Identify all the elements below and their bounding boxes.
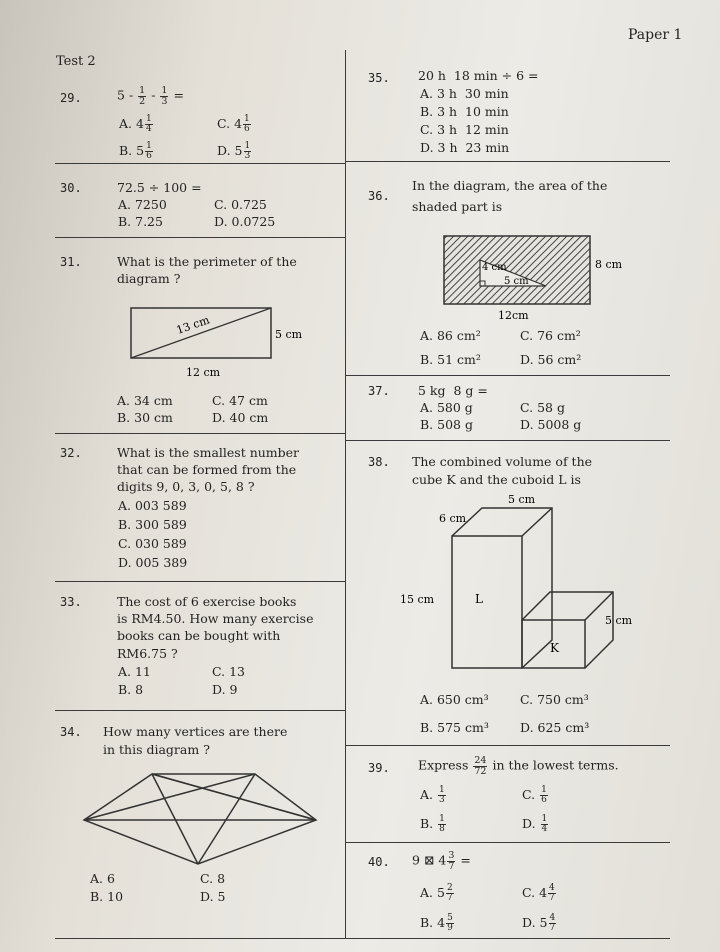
divider-32-33 — [55, 581, 345, 582]
q33-option-a[interactable]: A. 11 — [118, 664, 151, 679]
divider-37-38 — [345, 440, 670, 441]
q31-option-b[interactable]: B. 30 cm — [117, 410, 173, 425]
q35-option-c[interactable]: C. 3 h 12 min — [420, 122, 509, 137]
q29-number: 29. — [60, 91, 82, 105]
q40-option-b[interactable]: B. 4 $\frac{5}{9}$ — [420, 913, 453, 933]
divider-33-34 — [55, 710, 345, 711]
q34-option-d[interactable]: D. 5 — [200, 889, 226, 904]
q33-line-3: books can be bought with — [117, 628, 281, 643]
q34-pentagon-star-diagram — [80, 770, 330, 868]
q37-option-c[interactable]: C. 58 g — [520, 400, 565, 415]
q31-label-12cm: 12 cm — [186, 366, 221, 379]
q31-rectangle-diagram — [120, 300, 320, 384]
bottom-rule — [55, 938, 670, 939]
q32-line-3: digits 9, 0, 3, 0, 5, 8 ? — [117, 479, 255, 494]
q38-label-6cm: 6 cm — [439, 512, 467, 525]
q35-number: 35. — [368, 71, 390, 85]
divider-39-40 — [345, 842, 670, 843]
q39-option-c[interactable]: C. $\frac{1}{6}$ — [522, 785, 547, 805]
q29-option-a[interactable]: A. 4 $\frac{1}{4}$ — [119, 114, 152, 134]
q36-label-5cm: 5 cm — [504, 276, 529, 287]
q38-label-15cm: 15 cm — [400, 593, 435, 606]
q38-line-1: The combined volume of the — [412, 454, 593, 469]
q32-option-a[interactable]: A. 003 589 — [118, 498, 187, 513]
q32-option-c[interactable]: C. 030 589 — [118, 536, 187, 551]
q33-number: 33. — [60, 595, 82, 609]
q29-option-c[interactable]: C. 4 $\frac{1}{6}$ — [217, 114, 250, 134]
q38-label-5cm-top: 5 cm — [508, 493, 536, 506]
q39-question: Express $\frac{24}{72}$ in the lowest terms. — [418, 755, 619, 777]
q37-option-a[interactable]: A. 580 g — [420, 400, 473, 415]
q30-option-d[interactable]: D. 0.0725 — [214, 214, 276, 229]
q33-option-d[interactable]: D. 9 — [212, 682, 238, 697]
q34-number: 34. — [60, 725, 82, 739]
q39-option-b[interactable]: B. $\frac{1}{8}$ — [420, 814, 445, 834]
q31-line-2: diagram ? — [117, 271, 181, 286]
q36-option-b[interactable]: B. 51 cm² — [420, 352, 481, 367]
q40-option-c[interactable]: C. 4 $\frac{4}{7}$ — [522, 883, 555, 903]
q40-option-d[interactable]: D. 5 $\frac{4}{7}$ — [522, 913, 556, 933]
q33-option-c[interactable]: C. 13 — [212, 664, 245, 679]
q37-question: 5 kg 8 g = — [418, 383, 488, 398]
q32-line-2: that can be formed from the — [117, 462, 297, 477]
divider-31-32 — [55, 433, 345, 434]
q31-option-a[interactable]: A. 34 cm — [117, 393, 173, 408]
divider-36-37 — [345, 375, 670, 376]
q30-question: 72.5 ÷ 100 = — [117, 180, 202, 195]
q34-line-2: in this diagram ? — [103, 742, 210, 757]
q36-option-c[interactable]: C. 76 cm² — [520, 328, 581, 343]
q36-label-8cm: 8 cm — [595, 258, 623, 271]
q36-label-12cm: 12cm — [498, 309, 529, 322]
q35-option-d[interactable]: D. 3 h 23 min — [420, 140, 510, 155]
q29-question: 5 - $\frac{1}{2}$ - $\frac{1}{3}$ = — [117, 85, 184, 107]
divider-29-30 — [55, 163, 345, 164]
q38-option-d[interactable]: D. 625 cm³ — [520, 720, 590, 735]
q38-label-5cm-right: 5 cm — [605, 614, 633, 627]
q33-line-1: The cost of 6 exercise books — [117, 594, 297, 609]
divider-38-39 — [345, 745, 670, 746]
q36-option-d[interactable]: D. 56 cm² — [520, 352, 582, 367]
q33-line-2: is RM4.50. How many exercise — [117, 611, 314, 626]
q38-cuboid-cube-diagram — [395, 490, 665, 680]
q40-option-a[interactable]: A. 5 $\frac{2}{7}$ — [420, 883, 453, 903]
q36-label-4cm: 4 cm — [482, 262, 507, 273]
q35-option-b[interactable]: B. 3 h 10 min — [420, 104, 509, 119]
q36-line-2: shaded part is — [412, 199, 503, 214]
q35-question: 20 h 18 min ÷ 6 = — [418, 68, 539, 83]
q31-option-c[interactable]: C. 47 cm — [212, 393, 268, 408]
q39-option-d[interactable]: D. $\frac{1}{4}$ — [522, 814, 548, 834]
q31-number: 31. — [60, 255, 82, 269]
q39-number: 39. — [368, 761, 390, 775]
q31-line-1: What is the perimeter of the — [117, 254, 297, 269]
q34-option-c[interactable]: C. 8 — [200, 871, 226, 886]
q32-option-b[interactable]: B. 300 589 — [118, 517, 187, 532]
q32-line-1: What is the smallest number — [117, 445, 300, 460]
divider-35-36 — [345, 161, 670, 162]
q34-option-a[interactable]: A. 6 — [90, 871, 115, 886]
q30-option-c[interactable]: C. 0.725 — [214, 197, 267, 212]
q38-option-a[interactable]: A. 650 cm³ — [420, 692, 489, 707]
paper-title: Paper 1 — [628, 27, 683, 43]
q37-number: 37. — [368, 384, 390, 398]
q40-question: 9 ⊠ 4 $\frac{3}{7}$ = — [412, 850, 471, 872]
q34-line-1: How many vertices are there — [103, 724, 288, 739]
q38-number: 38. — [368, 455, 390, 469]
q33-option-b[interactable]: B. 8 — [118, 682, 144, 697]
q30-option-a[interactable]: A. 7250 — [118, 197, 167, 212]
q31-option-d[interactable]: D. 40 cm — [212, 410, 269, 425]
q38-label-l: L — [475, 592, 483, 606]
column-divider — [345, 50, 346, 938]
q38-label-k: K — [550, 641, 559, 655]
q36-line-1: In the diagram, the area of the — [412, 178, 608, 193]
q37-option-b[interactable]: B. 508 g — [420, 417, 473, 432]
q29-option-d[interactable]: D. 5 $\frac{1}{3}$ — [217, 141, 251, 161]
q32-option-d[interactable]: D. 005 389 — [118, 555, 188, 570]
q32-number: 32. — [60, 446, 82, 460]
q36-shaded-diagram — [440, 228, 640, 324]
q33-line-4: RM6.75 ? — [117, 646, 178, 661]
q29-option-b[interactable]: B. 5 $\frac{1}{6}$ — [119, 141, 152, 161]
q37-option-d[interactable]: D. 5008 g — [520, 417, 582, 432]
q38-line-2: cube K and the cuboid L is — [412, 472, 581, 487]
divider-30-31 — [55, 237, 345, 238]
q30-number: 30. — [60, 181, 82, 195]
q38-option-b[interactable]: B. 575 cm³ — [420, 720, 489, 735]
q34-option-b[interactable]: B. 10 — [90, 889, 124, 904]
q38-option-c[interactable]: C. 750 cm³ — [520, 692, 589, 707]
q35-option-a[interactable]: A. 3 h 30 min — [420, 86, 509, 101]
test-title: Test 2 — [56, 54, 96, 69]
q31-label-5cm: 5 cm — [275, 328, 303, 341]
q31-label-13cm: 13 cm — [174, 313, 212, 337]
q39-option-a[interactable]: A. $\frac{1}{3}$ — [420, 785, 445, 805]
q40-number: 40. — [368, 855, 390, 869]
q36-number: 36. — [368, 189, 390, 203]
q30-option-b[interactable]: B. 7.25 — [118, 214, 163, 229]
q36-option-a[interactable]: A. 86 cm² — [420, 328, 481, 343]
